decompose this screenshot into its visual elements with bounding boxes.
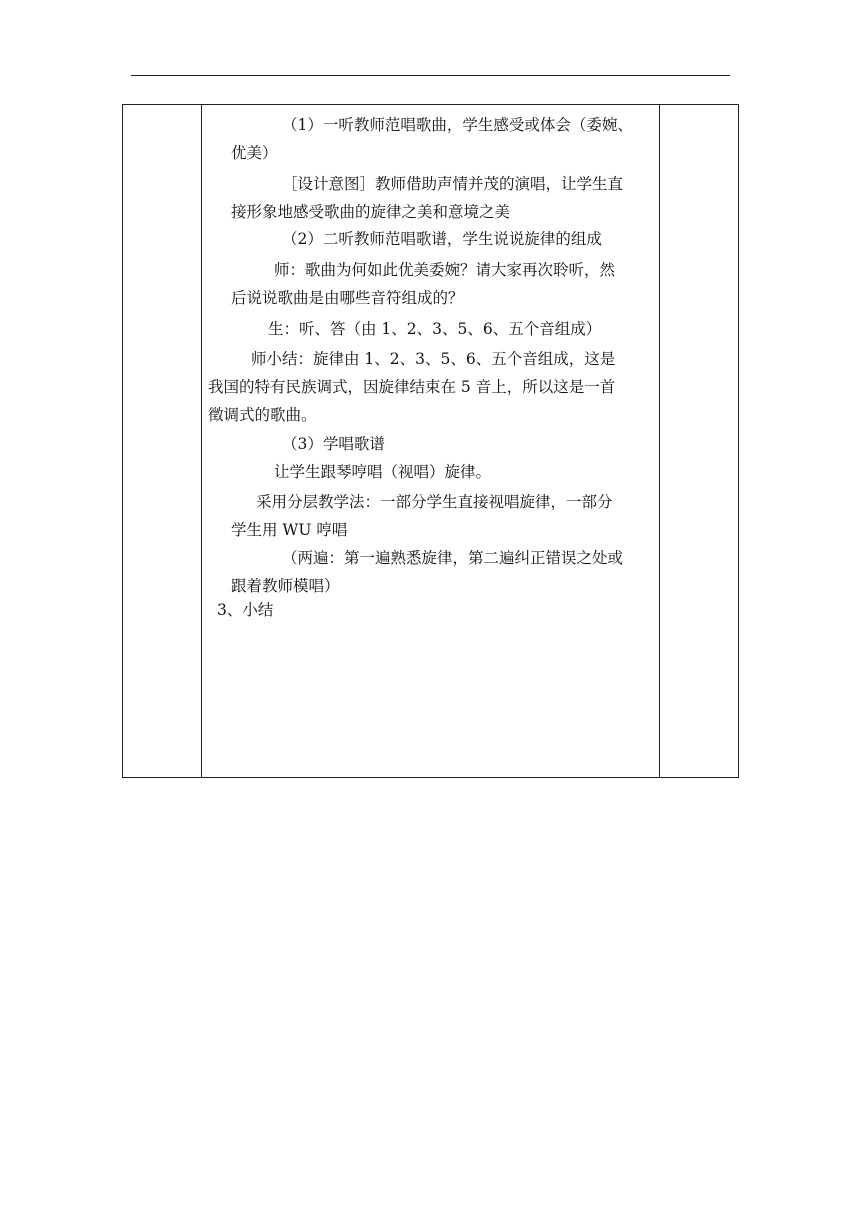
text-line: 接形象地感受歌曲的旋律之美和意境之美 [231,203,511,221]
text-line: （两遍：第一遍熟悉旋律，第二遍纠正错误之处或 [282,549,624,567]
text-line: 师：歌曲为何如此优美委婉？请大家再次聆听，然 [274,261,616,279]
text-line: 师小结：旋律由 1、2、3、5、6、五个音组成，这是 [251,350,616,368]
text-line: 优美） [231,144,278,162]
text-line: 我国的特有民族调式，因旋律结束在 5 音上，所以这是一首 [208,378,616,396]
content-cell [202,105,660,778]
text-line: ［设计意图］教师借助声情并茂的演唱，让学生直 [282,175,624,193]
header-rule [131,75,730,76]
text-line: 徵调式的歌曲。 [208,406,317,424]
left-column-cell [123,105,202,778]
right-column-cell [660,105,739,778]
text-line: 后说说歌曲是由哪些音符组成的？ [231,289,464,307]
text-line: （3）学唱歌谱 [282,435,385,453]
text-line: 采用分层教学法：一部分学生直接视唱旋律，一部分 [256,493,613,511]
section-heading: 3、小结 [217,601,274,619]
lesson-table [122,104,739,778]
text-line: 生：听、答（由 1、2、3、5、6、五个音组成） [268,320,602,338]
text-line: 跟着教师模唱） [231,577,340,595]
text-line: （2）二听教师范唱歌谱，学生说说旋律的组成 [282,230,602,248]
text-line: （1）一听教师范唱歌曲，学生感受或体会（委婉、 [282,116,633,134]
text-line: 让学生跟琴哼唱（视唱）旋律。 [274,463,492,481]
text-line: 学生用 WU 哼唱 [231,521,348,539]
